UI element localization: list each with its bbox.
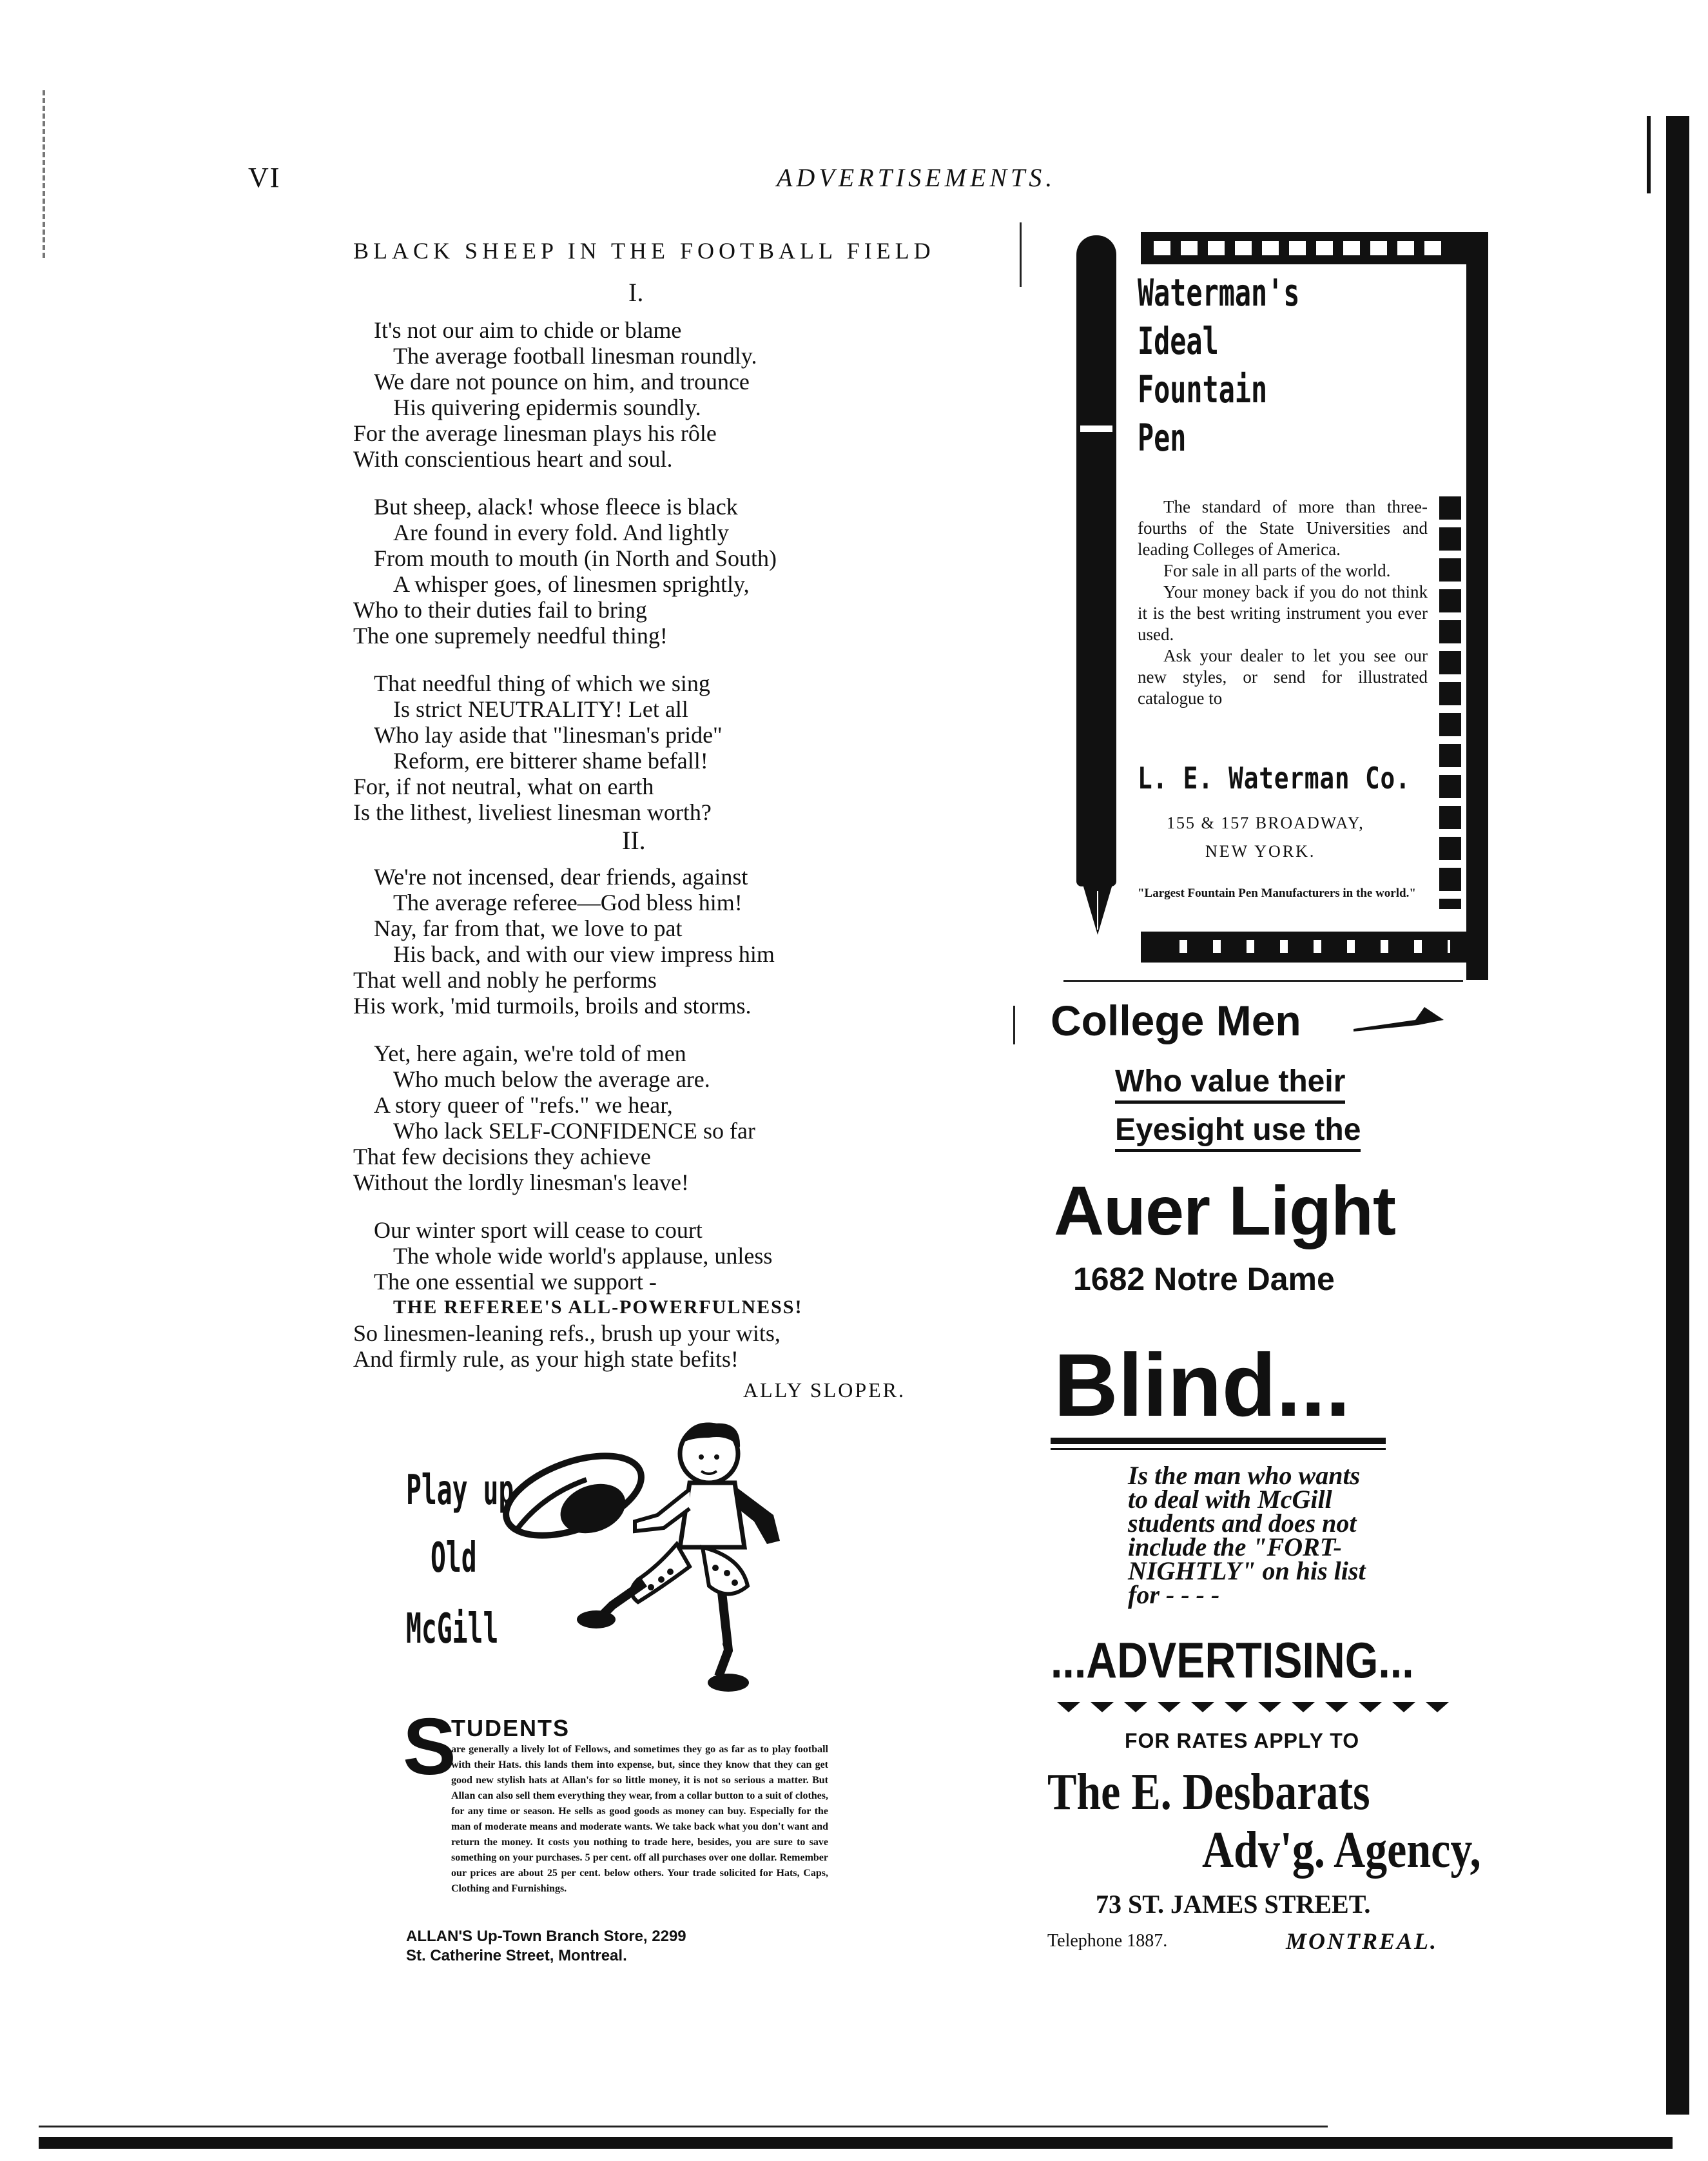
students-heading: TUDENTS	[451, 1715, 570, 1741]
poem-line: It's not our aim to chide or blame	[374, 317, 682, 343]
blind-body-line: include the "FORT-	[1128, 1532, 1342, 1561]
bottom-rule-thin	[39, 2126, 1328, 2127]
column-rule-top	[1020, 222, 1022, 287]
students-footer-2: St. Catherine Street, Montreal.	[406, 1947, 627, 1964]
page-edge-tick	[1647, 116, 1651, 193]
blind-body-line: students and does not	[1128, 1509, 1357, 1538]
poem-line: The whole wide world's applause, unless	[393, 1243, 773, 1269]
waterman-heading-3: Fountain	[1138, 367, 1268, 411]
poem-line: His work, 'mid turmoils, broils and storms.	[353, 993, 752, 1019]
auer-light-brand: Auer Light	[1054, 1171, 1395, 1249]
blind-rule-thick	[1051, 1438, 1386, 1444]
fountain-pen-band	[1080, 425, 1112, 432]
auer-light-address: 1682 Notre Dame	[1073, 1261, 1335, 1297]
blind-body-line: Is the man who wants	[1128, 1461, 1361, 1490]
poem-line: Who lack SELF-CONFIDENCE so far	[393, 1118, 755, 1144]
waterman-tagline: "Largest Fountain Pen Manufacturers in the world."	[1138, 886, 1416, 900]
poem-line: So linesmen-leaning refs., brush up your wits,	[353, 1320, 781, 1346]
students-body: are generally a lively lot of Fellows, and sometimes they go as far as to play football with their Hats. this lands them into expense, but, since they know that they can get good new stylish hats at Allan's for so little money, it is not so serious a matter. But Allan can also sell them everything they wear, from a collar button to a suit of clothes, for any time or season. He sells as good goods as money can buy. Especially for the man of moderate means and moderate wants. We take back what you don't want and return the money. It costs you nothing to trade here, besides, you are sure to save something on your purchases. 5 per cent. off all purchases over one dollar. Remember our prices are about 25 per cent. below others. Your trade solicited for Hats, Caps, Clothing and Furnishings.	[451, 1744, 828, 1894]
page-edge-shadow	[1666, 116, 1689, 2115]
waterman-side-ornament	[1439, 496, 1461, 909]
poem-line: Who lay aside that "linesman's pride"	[374, 722, 723, 748]
poem-line: And firmly rule, as your high state befits!	[353, 1346, 739, 1372]
poem-line: Is strict NEUTRALITY! Let all	[393, 696, 688, 722]
fountain-pen-nib-icon	[1082, 885, 1114, 936]
poem-line: That needful thing of which we sing	[374, 670, 710, 696]
poem-line: Who much below the average are.	[393, 1066, 710, 1092]
waterman-address: 155 & 157 BROADWAY,	[1167, 814, 1364, 832]
poem-line: His quivering epidermis soundly.	[393, 395, 701, 420]
poem-line: From mouth to mouth (in North and South)	[374, 545, 777, 571]
waterman-body-paragraph: The standard of more than three-fourths of the State Universities and leading Colleges of America.	[1138, 497, 1428, 559]
blind-body-line: NIGHTLY" on his list	[1128, 1556, 1366, 1585]
running-head: ADVERTISEMENTS.	[777, 163, 1056, 192]
blind-body-line: to deal with McGill	[1128, 1485, 1332, 1514]
college-men-title: College Men	[1051, 997, 1301, 1044]
poem-line: That well and nobly he performs	[353, 967, 657, 993]
poem-line: Yet, here again, we're told of men	[374, 1041, 686, 1066]
playup-line-3: McGill	[406, 1605, 499, 1653]
poem-line: Nay, far from that, we love to pat	[374, 915, 683, 941]
poem-line: His back, and with our view impress him	[393, 941, 775, 967]
waterman-body-paragraph: Your money back if you do not think it is the best writing instrument you ever used.	[1138, 582, 1428, 644]
fountain-pen-illustration	[1076, 235, 1116, 886]
waterman-city: NEW YORK.	[1205, 842, 1316, 861]
waterman-heading-1: Waterman's	[1138, 271, 1300, 315]
rates-heading: FOR RATES APPLY TO	[1125, 1729, 1360, 1752]
waterman-heading-4: Pen	[1138, 416, 1187, 460]
football-boy-illustration	[496, 1418, 844, 1702]
waterman-body-paragraph: For sale in all parts of the world.	[1163, 561, 1391, 580]
poem-line: The one supremely needful thing!	[353, 623, 668, 649]
poem-line: For, if not neutral, what on earth	[353, 774, 654, 799]
poem-line: A story queer of "refs." we hear,	[374, 1092, 673, 1118]
poem-section-2: II.	[622, 826, 646, 855]
blind-rule-thin	[1051, 1448, 1386, 1450]
waterman-top-ornament	[1154, 241, 1450, 255]
triangle-ornament-row	[1057, 1702, 1457, 1715]
waterman-body	[1138, 496, 1428, 709]
college-line-1: Who value their	[1115, 1064, 1345, 1104]
students-footer-1: ALLAN'S Up-Town Branch Store, 2299	[406, 1928, 686, 1945]
college-line-2: Eyesight use the	[1115, 1112, 1361, 1152]
waterman-heading-2: Ideal	[1138, 319, 1219, 363]
playup-line-1: Play up	[406, 1467, 514, 1514]
poem-line: That few decisions they achieve	[353, 1144, 651, 1169]
poem-line: The average football linesman roundly.	[393, 343, 757, 369]
poem-author: ALLY SLOPER.	[742, 1378, 906, 1402]
advertising-heading: ...ADVERTISING...	[1051, 1632, 1414, 1688]
hat-icon	[496, 1440, 652, 1552]
bottom-rule-thick	[39, 2137, 1673, 2149]
poem-section-1: I.	[628, 278, 644, 307]
poem-line: THE REFEREE'S ALL-POWERFULNESS!	[393, 1296, 803, 1318]
poem-line: Is the lithest, liveliest linesman worth?	[353, 799, 712, 825]
waterman-body-paragraph: Ask your dealer to let you see our new styles, or send for illustrated catalogue to	[1138, 646, 1428, 708]
blind-body-line: for - - - -	[1128, 1580, 1220, 1609]
poem-line: The one essential we support -	[374, 1269, 657, 1295]
poem-line: Our winter sport will cease to court	[374, 1217, 703, 1243]
poem-line: The average referee—God bless him!	[393, 890, 742, 915]
poem-line: With conscientious heart and soul.	[353, 446, 673, 472]
poem-line: Are found in every fold. And lightly	[393, 520, 729, 545]
poem-title: BLACK SHEEP IN THE FOOTBALL FIELD	[353, 238, 935, 264]
desbarats-name-2: Adv'g. Agency,	[1202, 1822, 1481, 1879]
poem-line: Reform, ere bitterer shame befall!	[393, 748, 708, 774]
students-dropcap: S	[403, 1703, 456, 1792]
playup-line-2: Old	[431, 1534, 477, 1582]
column-rule-mid	[1013, 1006, 1015, 1044]
blind-body	[1128, 1463, 1431, 1607]
waterman-bottom-ornament	[1154, 940, 1450, 953]
fountain-pen-imprint: Waterman's Ideal Fountain Pen	[1061, 346, 1078, 580]
margin-marks	[43, 90, 50, 258]
ad-separator	[1063, 980, 1463, 982]
desbarats-city: MONTREAL.	[1286, 1928, 1439, 1954]
poem-line: We're not incensed, dear friends, against	[374, 864, 748, 890]
page-number: VI	[248, 162, 281, 193]
poem-line: For the average linesman plays his rôle	[353, 420, 717, 446]
blind-title: Blind...	[1054, 1336, 1350, 1435]
poem-line: Without the lordly linesman's leave!	[353, 1169, 689, 1195]
pointing-arrow-icon	[1354, 1006, 1450, 1038]
poem-line: We dare not pounce on him, and trounce	[374, 369, 750, 395]
poem-line: But sheep, alack! whose fleece is black	[374, 494, 738, 520]
desbarats-name-1: The E. Desbarats	[1047, 1764, 1370, 1821]
poem-line: Who to their duties fail to bring	[353, 597, 647, 623]
poem-line: A whisper goes, of linesmen sprightly,	[393, 571, 750, 597]
waterman-company: L. E. Waterman Co.	[1138, 761, 1411, 796]
desbarats-street: 73 ST. JAMES STREET.	[1096, 1890, 1371, 1919]
desbarats-telephone: Telephone 1887.	[1047, 1931, 1168, 1951]
